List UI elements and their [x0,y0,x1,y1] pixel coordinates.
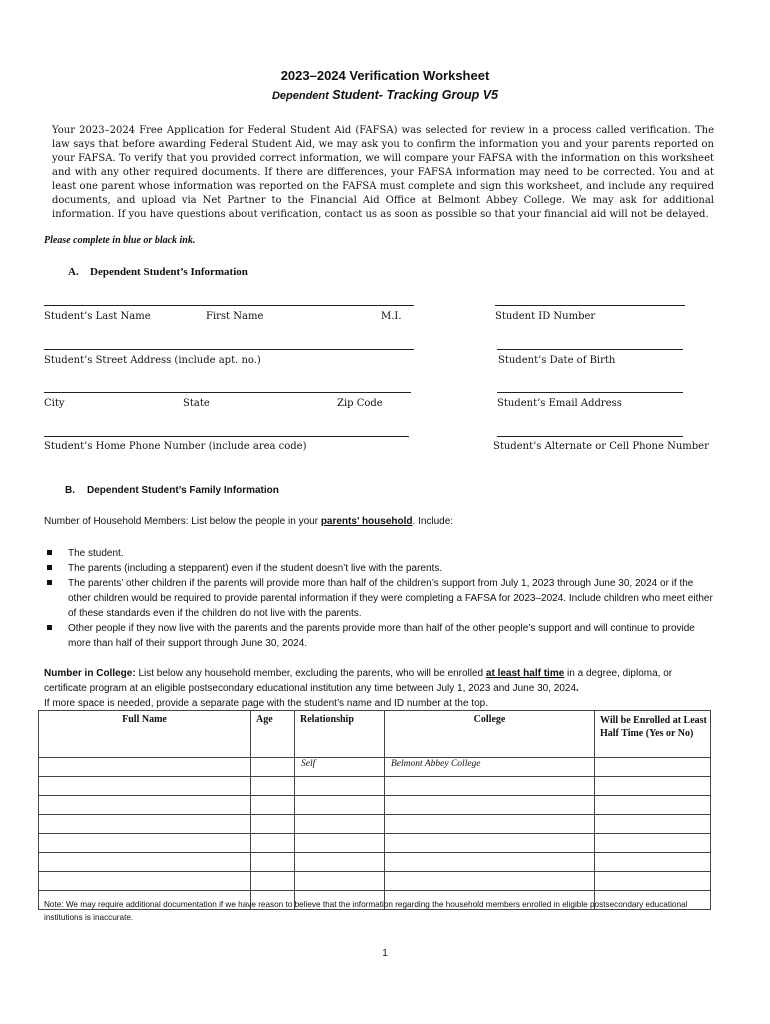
age-cell[interactable] [251,777,295,796]
college-cell[interactable] [385,872,595,891]
table-row [39,777,711,796]
separate-page-instruction: If more space is needed, provide a separate page with the student’s name and ID number at the top. [44,698,488,709]
relationship-cell[interactable] [295,815,385,834]
number-in-college-paragraph [44,666,708,711]
relationship-header: Relationship [295,711,385,758]
age-cell[interactable] [251,834,295,853]
email-label: Student’s Email Address [497,398,622,409]
dob-label: Student’s Date of Birth [498,355,616,366]
age-cell[interactable] [251,815,295,834]
street-address-label: Student’s Street Address (include apt. no.) [44,355,261,366]
relationship-cell[interactable] [295,853,385,872]
household-intro-before: Number of Household Members: List below the people in your [44,516,321,527]
intro-paragraph: Your 2023–2024 Free Application for Federal Student Aid (FAFSA) was selected for review in a process called verification. The law says that before awarding Federal Student Aid, we may ask you to confirm the information you and your parents reported on your FAFSA. To verify that you provided correct information, we will compare your FAFSA with the information on this worksheet and with any other required documents. If there are differences, your FAFSA information may need to be corrected. You and at least one parent whose information was reported on the FAFSA must complete and sign this worksheet, and include any required documents, and upload via Net Partner to the Financial Aid Office at Belmont Abbey College. We may ask for additional information. If you have questions about verification, contact us as soon as possible so that your financial aid will not be delayed. [52,125,714,220]
college-period: . [576,683,579,694]
parents-household-emphasis: parents’ household [320,516,413,527]
city-state-zip-field-line[interactable] [44,392,411,393]
table-row [39,834,711,853]
college-cell[interactable] [385,834,595,853]
enrolled-cell[interactable] [595,834,711,853]
relationship-cell[interactable] [295,777,385,796]
full-name-cell[interactable] [39,777,251,796]
college-text-after: in a degree, diploma, or certificate program at an eligible postsecondary educational institution any time between July 1, 2023 and June 30, 2024 [44,668,673,694]
middle-initial-label: M.I. [381,311,402,322]
number-in-college-label: Number in College: [44,668,136,679]
age-cell[interactable] [251,796,295,815]
student-id-label: Student ID Number [495,311,596,322]
page-number: 1 [382,948,388,959]
table-row [39,853,711,872]
document-subtitle [0,88,770,102]
relationship-cell[interactable] [295,796,385,815]
college-cell[interactable] [385,853,595,872]
household-members-list [44,546,716,651]
list-item [44,561,716,576]
enrolled-cell[interactable] [595,796,711,815]
list-item-text: The parents (including a stepparent) even if the student doesn’t live with the parents. [68,563,443,574]
list-item-text: Other people if they now live with the parents and the parents provide more than half of the other people’s support and will continue to provide more than half of their support through June 30, 2024. [68,623,695,649]
section-a-heading [68,266,248,278]
age-cell[interactable] [251,853,295,872]
dob-field-line[interactable] [497,349,683,350]
cell-phone-label: Student’s Alternate or Cell Phone Number [493,441,709,452]
last-name-label: Student’s Last Name [44,311,151,322]
city-label: City [44,398,65,409]
college-header: College [385,711,595,758]
list-item-text: The parents’ other children if the parents will provide more than half of the children’s support from July 1, 2023 through June 30, 2024 or if the other children would be required to provide parental information if they were completing a FAFSA for 2023–2024. Include children who meet either of these standards even if the children do not live with the parents. [68,578,713,619]
table-row [39,796,711,815]
full-name-cell[interactable] [39,872,251,891]
bullet-square-icon [47,550,52,555]
relationship-cell[interactable] [295,872,385,891]
footnote: Note: We may require additional documentation if we have reason to believe that the information regarding the household members enrolled in eligible postsecondary educational institutions is inaccurate. [44,900,688,922]
college-cell[interactable] [385,777,595,796]
table-row [39,872,711,891]
bullet-square-icon [47,580,52,585]
enrolled-cell[interactable] [595,815,711,834]
age-header: Age [251,711,295,758]
half-time-emphasis: at least half time [485,668,565,679]
age-cell[interactable] [251,758,295,777]
section-a-letter: A. [68,266,79,278]
student-id-field-line[interactable] [495,305,685,306]
table-row [39,758,711,777]
full-name-cell[interactable] [39,834,251,853]
list-item [44,546,716,561]
section-a-title: Dependent Student’s Information [90,266,248,278]
home-phone-label: Student’s Home Phone Number (include area code) [44,441,307,452]
relationship-cell[interactable] [295,834,385,853]
cell-phone-field-line[interactable] [497,436,683,437]
table-header-row [39,711,711,758]
home-phone-field-line[interactable] [44,436,409,437]
college-cell[interactable]: Belmont Abbey College [385,758,595,777]
household-intro-after: . Include: [412,516,454,527]
household-intro [44,516,453,527]
section-b-letter: B. [65,485,75,496]
enrolled-cell[interactable] [595,777,711,796]
college-cell[interactable] [385,796,595,815]
table-row [39,815,711,834]
college-text-before: List below any household member, excluding the parents, who will be enrolled [135,668,486,679]
enrolled-cell[interactable] [595,872,711,891]
full-name-cell[interactable] [39,853,251,872]
relationship-cell[interactable]: Self [295,758,385,777]
name-field-line[interactable] [44,305,414,306]
street-address-field-line[interactable] [44,349,414,350]
list-item-text: The student. [68,548,124,559]
section-b-heading [65,485,279,496]
zip-label: Zip Code [337,398,383,409]
bullet-square-icon [47,625,52,630]
enrolled-cell[interactable] [595,853,711,872]
list-item [44,576,716,621]
full-name-cell[interactable] [39,758,251,777]
age-cell[interactable] [251,872,295,891]
ink-instruction: Please complete in blue or black ink. [44,235,196,246]
bullet-square-icon [47,565,52,570]
enrolled-header: Will be Enrolled at Least Half Time (Yes or No) [595,711,711,758]
full-name-cell[interactable] [39,815,251,834]
document-title: 2023–2024 Verification Worksheet [280,68,490,83]
college-cell[interactable] [385,815,595,834]
subtitle-prefix: Dependent [271,90,329,102]
first-name-label: First Name [206,311,264,322]
state-label: State [183,398,210,409]
list-item [44,621,716,651]
subtitle-main: Student- Tracking Group V5 [332,88,499,102]
section-b-title: Dependent Student’s Family Information [87,485,279,496]
email-field-line[interactable] [497,392,683,393]
full-name-cell[interactable] [39,796,251,815]
household-members-table [38,710,711,910]
full-name-header: Full Name [39,711,251,758]
enrolled-cell[interactable] [595,758,711,777]
